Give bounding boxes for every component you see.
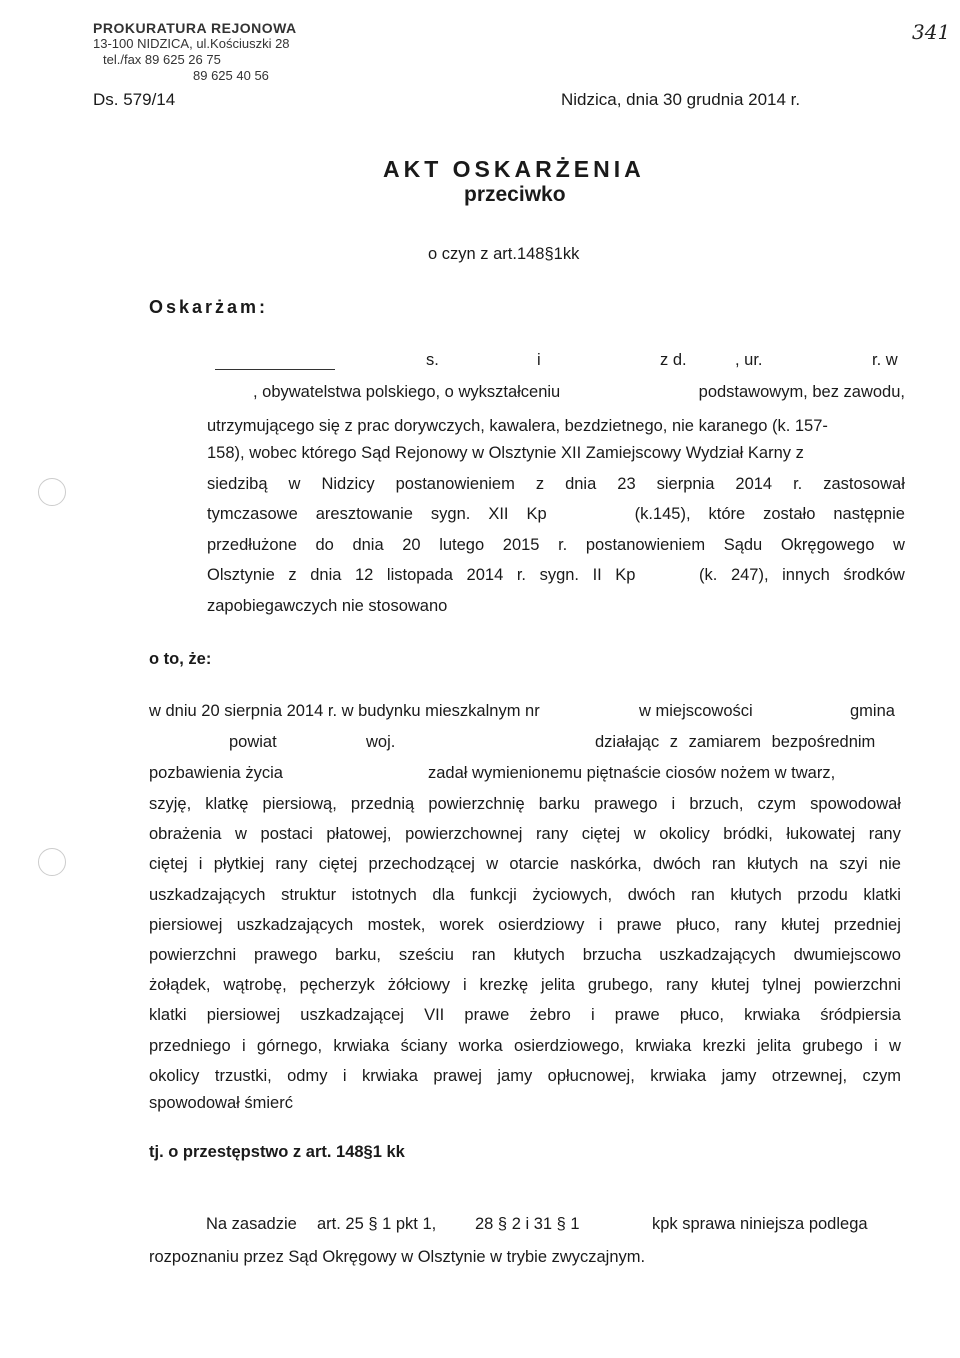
basis-segment: art. 25 § 1 pkt 1, bbox=[317, 1215, 437, 1233]
word: brzucha bbox=[582, 946, 642, 964]
word: mostek, bbox=[367, 916, 426, 934]
word: czym bbox=[862, 1067, 901, 1085]
word: krwiaka bbox=[635, 1037, 692, 1055]
word: sygn. bbox=[539, 566, 579, 584]
word: ciętej bbox=[318, 855, 358, 873]
word: krwiaka bbox=[362, 1067, 418, 1085]
word: powierzchnię bbox=[428, 795, 525, 813]
word: krwiaka bbox=[744, 1006, 801, 1024]
word: siedzibą bbox=[207, 475, 268, 493]
word: Kp bbox=[615, 566, 636, 584]
word: przedniej bbox=[833, 916, 901, 934]
text-maiden-name: z d. bbox=[660, 351, 687, 369]
word: 23 bbox=[617, 475, 636, 493]
facts-line bbox=[149, 886, 901, 905]
word: klatki bbox=[149, 1006, 187, 1024]
word: i bbox=[598, 916, 603, 934]
word: funkcji bbox=[469, 886, 517, 904]
word: i bbox=[671, 795, 676, 813]
word: listopada bbox=[386, 566, 453, 584]
word: jelita bbox=[541, 976, 575, 994]
word: VII bbox=[424, 1006, 445, 1024]
word: górnego, bbox=[256, 1037, 323, 1055]
facts-line bbox=[149, 976, 901, 995]
word: kłutej bbox=[710, 976, 750, 994]
word: krezki bbox=[702, 1037, 746, 1055]
word: i bbox=[198, 855, 203, 873]
word: aresztowanie bbox=[315, 505, 413, 523]
word: w bbox=[288, 475, 301, 493]
facts-line bbox=[149, 946, 901, 965]
word: II bbox=[592, 566, 602, 584]
punch-hole-mark bbox=[38, 478, 66, 506]
word: powierzchownej bbox=[405, 825, 523, 843]
word: Olsztynie bbox=[207, 566, 275, 584]
office-fax: 89 625 40 56 bbox=[193, 68, 269, 83]
word: zastosował bbox=[823, 475, 905, 493]
word: brzuch, bbox=[689, 795, 744, 813]
defendant-line bbox=[207, 444, 905, 463]
word: r. bbox=[793, 475, 803, 493]
basis-segment: Na zasadzie bbox=[206, 1215, 297, 1233]
word: Sądu bbox=[723, 536, 763, 554]
word: krwiaka bbox=[650, 1067, 707, 1085]
document-subtitle: przeciwko bbox=[464, 183, 566, 206]
defendant-line bbox=[207, 536, 905, 555]
word: czym bbox=[757, 795, 797, 813]
word: ciętej bbox=[581, 825, 621, 843]
facts-line: woj. bbox=[366, 733, 396, 751]
word: jamy bbox=[497, 1067, 533, 1085]
word: 2014 bbox=[466, 566, 504, 584]
facts-line bbox=[149, 825, 901, 844]
facts-line bbox=[149, 855, 901, 874]
word: 20 bbox=[402, 536, 421, 554]
word: łukowatej bbox=[786, 825, 856, 843]
word: przodu bbox=[797, 886, 848, 904]
word: ciętej bbox=[149, 855, 188, 873]
basis-line: rozpoznaniu przez Sąd Okręgowy w Olsztynie w trybie zwyczajnym. bbox=[149, 1248, 646, 1266]
word: sygn. bbox=[430, 505, 471, 523]
word: przednią bbox=[350, 795, 415, 813]
word: dnia bbox=[310, 566, 342, 584]
word: żółciowy bbox=[387, 976, 451, 994]
word: kłutej bbox=[781, 916, 820, 934]
word: w bbox=[633, 825, 646, 843]
word: worka bbox=[458, 1037, 503, 1055]
office-phone: tel./fax 89 625 26 75 bbox=[103, 52, 221, 67]
word: i bbox=[342, 1067, 347, 1085]
word: z bbox=[535, 475, 545, 493]
defendant-line bbox=[207, 566, 905, 585]
text-segment: podstawowym, bez zawodu, bbox=[698, 383, 905, 401]
redaction-underline bbox=[215, 369, 335, 370]
word: piersiową, bbox=[262, 795, 337, 813]
word: piersiowej bbox=[206, 1006, 281, 1024]
word: naskórka, bbox=[570, 855, 642, 873]
word: (k.145), bbox=[634, 505, 691, 523]
word: uszkadzającej bbox=[300, 1006, 404, 1024]
word: barku, bbox=[335, 946, 381, 964]
word: dnia bbox=[352, 536, 384, 554]
word: bródki, bbox=[723, 825, 773, 843]
word: kłutych bbox=[730, 886, 782, 904]
word: pęcherzyk bbox=[299, 976, 375, 994]
word: barku bbox=[538, 795, 581, 813]
word: rany bbox=[734, 916, 767, 934]
defendant-line-last: zapobiegawczych nie stosowano bbox=[207, 597, 448, 615]
word: z bbox=[288, 566, 297, 584]
word: dla bbox=[432, 886, 455, 904]
accuse-label: Oskarżam: bbox=[149, 297, 269, 317]
word: płuco, bbox=[676, 916, 721, 934]
word: lutego bbox=[439, 536, 485, 554]
word: przedniego bbox=[149, 1037, 231, 1055]
word: okolicy bbox=[659, 825, 710, 843]
page-number: 341 bbox=[912, 20, 951, 44]
text-born: , ur. bbox=[735, 351, 763, 369]
word: jamy bbox=[721, 1067, 757, 1085]
word: 2014 bbox=[735, 475, 773, 493]
facts-line bbox=[149, 1037, 901, 1056]
word: Kp bbox=[526, 505, 547, 523]
word: w bbox=[235, 825, 247, 843]
word: osierdziowego, bbox=[513, 1037, 625, 1055]
word: r. bbox=[558, 536, 568, 554]
word: dwóch bbox=[652, 855, 701, 873]
word: żebro bbox=[529, 1006, 571, 1024]
facts-line: zadał wymienionemu piętnaście ciosów nożem w twarz, bbox=[428, 764, 836, 782]
word: śródpiersia bbox=[820, 1006, 901, 1024]
word: powierzchni bbox=[813, 976, 901, 994]
word: r. bbox=[516, 566, 526, 584]
word: uszkadzających bbox=[149, 886, 266, 904]
word: płatowej, bbox=[326, 825, 392, 843]
word: w bbox=[889, 1037, 901, 1055]
word: Okręgowego bbox=[780, 536, 875, 554]
facts-line bbox=[149, 1067, 901, 1086]
word: postaci bbox=[260, 825, 313, 843]
word: zostało bbox=[763, 505, 816, 523]
word: dwóch bbox=[627, 886, 676, 904]
defendant-line bbox=[207, 505, 905, 524]
word: Nidzicy bbox=[321, 475, 375, 493]
word: odmy bbox=[287, 1067, 328, 1085]
word: ran bbox=[711, 855, 736, 873]
word: kłutych bbox=[747, 855, 799, 873]
word: prawej bbox=[433, 1067, 482, 1085]
word: uszkadzających bbox=[236, 916, 354, 934]
basis-segment: kpk sprawa niniejsza podlega bbox=[652, 1215, 868, 1233]
word: w bbox=[892, 536, 905, 554]
word: wątrobę, bbox=[223, 976, 287, 994]
word: przechodzącej bbox=[368, 855, 475, 873]
word: obrażenia bbox=[149, 825, 222, 843]
defendant-line bbox=[207, 475, 905, 494]
word: struktur bbox=[281, 886, 337, 904]
word: worek bbox=[439, 916, 484, 934]
word: tylnej bbox=[762, 976, 801, 994]
word: prawego bbox=[253, 946, 318, 964]
word: środków bbox=[843, 566, 905, 584]
text-and: i bbox=[537, 351, 541, 369]
word: szyi bbox=[839, 855, 868, 873]
word: sześciu bbox=[398, 946, 454, 964]
word: opłucnowej, bbox=[547, 1067, 635, 1085]
text-son-of: s. bbox=[426, 351, 439, 369]
word: rany bbox=[665, 976, 699, 994]
text-segment: , obywatelstwa polskiego, o wykształceniu bbox=[253, 383, 561, 401]
word: 2015 bbox=[502, 536, 540, 554]
word: (k. bbox=[699, 566, 718, 584]
punch-hole-mark bbox=[38, 848, 66, 876]
word: uszkadzających bbox=[659, 946, 776, 964]
word: dwumiejscowo bbox=[793, 946, 901, 964]
facts-line-last: spowodował śmierć bbox=[149, 1094, 293, 1112]
office-stamp bbox=[93, 20, 297, 84]
facts-line bbox=[595, 733, 900, 752]
word: żołądek, bbox=[149, 976, 211, 994]
word: i bbox=[874, 1037, 878, 1055]
word: prawego bbox=[594, 795, 658, 813]
facts-line bbox=[149, 795, 901, 814]
word: płytkiej bbox=[213, 855, 265, 873]
word: szyję, bbox=[149, 795, 192, 813]
word: przedłużone bbox=[207, 536, 297, 554]
word: prawe bbox=[464, 1006, 510, 1024]
word: ściany bbox=[400, 1037, 448, 1055]
word: rany bbox=[275, 855, 308, 873]
text-segment: utrzymującego się z prac dorywczych, kawalera, bezdzietnego, nie karanego (k. 157- bbox=[207, 417, 828, 435]
word: grubego bbox=[802, 1037, 863, 1055]
word: sierpnia bbox=[656, 475, 715, 493]
place-date: Nidzica, dnia 30 grudnia 2014 r. bbox=[561, 90, 801, 109]
word: następnie bbox=[833, 505, 905, 523]
word: do bbox=[315, 536, 334, 554]
facts-line: powiat bbox=[229, 733, 277, 751]
word: grubego, bbox=[587, 976, 654, 994]
defendant-line bbox=[207, 417, 905, 436]
word: ran bbox=[690, 886, 715, 904]
word: i bbox=[241, 1037, 246, 1055]
word: jelita bbox=[756, 1037, 791, 1055]
basis-segment: 28 § 2 i 31 § 1 bbox=[475, 1215, 580, 1233]
word: innych bbox=[782, 566, 830, 584]
word: osierdziowy bbox=[498, 916, 585, 934]
word: spowodował bbox=[810, 795, 901, 813]
word: krezkę bbox=[479, 976, 529, 994]
word: nie bbox=[878, 855, 901, 873]
word: i bbox=[590, 1006, 595, 1024]
facts-line: w miejscowości bbox=[639, 702, 753, 720]
word: piersiowej bbox=[149, 916, 223, 934]
case-number: Ds. 579/14 bbox=[93, 90, 176, 109]
text-in: r. w bbox=[872, 351, 898, 369]
word: otrzewnej, bbox=[771, 1067, 848, 1085]
word: 247), bbox=[730, 566, 769, 584]
office-name: PROKURATURA REJONOWA bbox=[93, 20, 297, 36]
word: dnia bbox=[565, 475, 597, 493]
word: klatki bbox=[863, 886, 901, 904]
facts-line: gmina bbox=[850, 702, 895, 720]
facts-line bbox=[149, 916, 901, 935]
word: postanowieniem bbox=[395, 475, 515, 493]
word: w bbox=[486, 855, 499, 873]
word: trzustki, bbox=[214, 1067, 272, 1085]
facts-line: w dniu 20 sierpnia 2014 r. w budynku mieszkalnym nr bbox=[149, 702, 540, 720]
word: i bbox=[462, 976, 467, 994]
word: 12 bbox=[355, 566, 374, 584]
text-segment: 158), wobec którego Sąd Rejonowy w Olsztynie XII Zamiejscowy Wydział Karny z bbox=[207, 444, 804, 462]
facts-line: pozbawienia życia bbox=[149, 764, 283, 782]
facts-line bbox=[149, 1006, 901, 1025]
that-label: o to, że: bbox=[149, 650, 212, 668]
word: płuco, bbox=[679, 1006, 724, 1024]
charge-line: o czyn z art.148§1kk bbox=[428, 245, 580, 263]
word: na bbox=[809, 855, 828, 873]
word: istotnych bbox=[351, 886, 417, 904]
word: życiowych, bbox=[532, 886, 613, 904]
word: XII bbox=[488, 505, 509, 523]
office-address: 13-100 NIDZICA, ul.Kościuszki 28 bbox=[93, 36, 290, 51]
word: prawe bbox=[614, 1006, 660, 1024]
word: kłutych bbox=[513, 946, 565, 964]
word: powierzchni bbox=[149, 946, 237, 964]
word: klatkę bbox=[205, 795, 249, 813]
word: które bbox=[708, 505, 746, 523]
word: ran bbox=[471, 946, 496, 964]
word: rany bbox=[868, 825, 901, 843]
defendant-line bbox=[253, 383, 905, 402]
document-title: AKT OSKARŻENIA bbox=[383, 156, 645, 182]
word: okolicy bbox=[149, 1067, 200, 1085]
word: otarcie bbox=[509, 855, 559, 873]
word: rany bbox=[536, 825, 569, 843]
word: tymczasowe bbox=[207, 505, 298, 523]
text-segment: działając z zamiarem bezpośrednim bbox=[595, 733, 876, 751]
word: postanowieniem bbox=[585, 536, 706, 554]
word: prawe bbox=[616, 916, 662, 934]
word: krwiaka bbox=[333, 1037, 390, 1055]
offense-line: tj. o przestępstwo z art. 148§1 kk bbox=[149, 1143, 405, 1161]
